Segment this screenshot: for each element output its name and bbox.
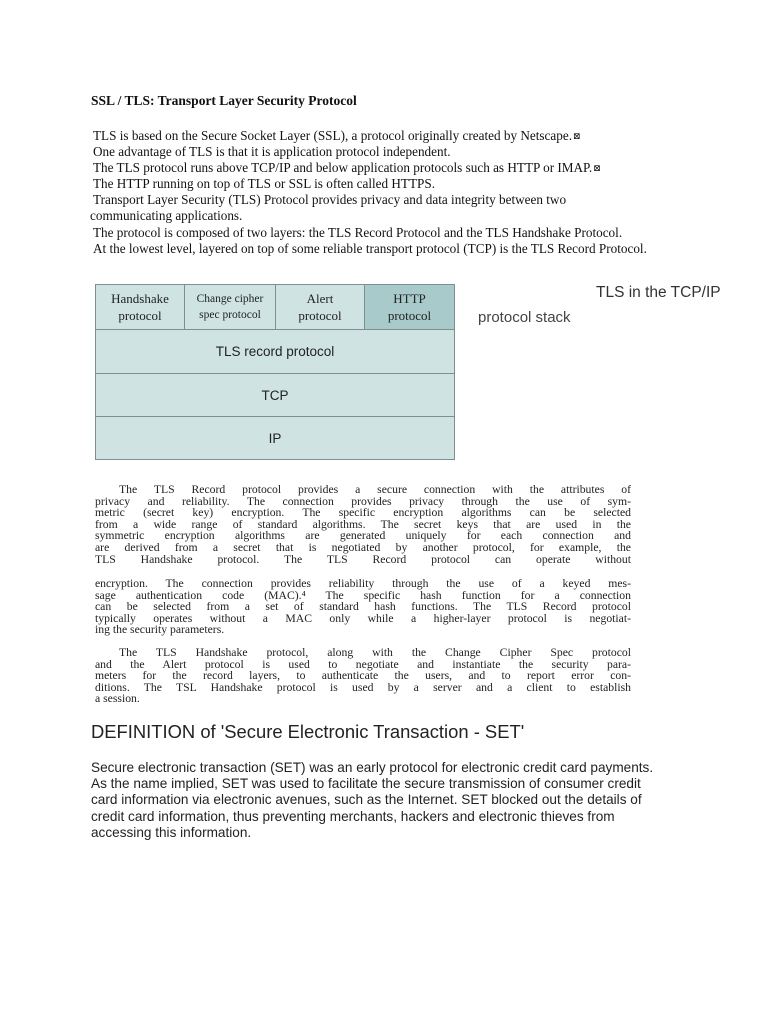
alert-protocol-cell: Alert protocol [276,285,365,329]
handshake-protocol-paragraph: The TLS Handshake protocol, along with the Change Cipher Spec protocol and the Alert protocol is used to negotiate and instantiate the security para- meters for the record layers, to authenticate the users, and to report error con- ditions. The TSL Handshake protocol is used by a server and a client to establish a session. [95,646,631,706]
application-layer-row [96,285,454,329]
ip-layer: IP [96,416,454,460]
intro-line: At the lowest level, layered on top of some reliable transport protocol (TCP) is the TLS Record Protocol. [93,240,647,256]
tls-record-layer: TLS record protocol [96,329,454,373]
tls-protocol-stack-diagram [95,284,455,460]
box-icon: ⊠ [593,163,601,174]
record-protocol-paragraph: The TLS Record protocol provides a secure connection with the attributes of privacy and reliability. The connection provides privacy through the use of sym- metric (secret key) encryption. The specific encryption algorithms can be selected from a wide range of standard algorithms. The secret keys that are used in the symmetric encryption algorithms are generated uniquely for each connection and are derived from a secret that is negotiated by another protocol, for example, the TLS Handshake protocol. The TLS Record protocol can operate without [95,483,631,566]
diagram-caption: protocol stack [478,309,571,326]
change-cipher-spec-cell: Change cipher spec protocol [185,285,276,329]
reliability-paragraph: encryption. The connection provides reliability through the use of a keyed mes- sage authentication code (MAC).⁴ The specific hash function for a connection can be selected from a set of standard hash functions. The TLS Record protocol typically operates without a MAC only while a higher-layer protocol is negotiat- ing the security parameters. [95,577,631,637]
intro-text [90,128,700,257]
tcp-layer: TCP [96,373,454,416]
set-definition-body: Secure electronic transaction (SET) was an early protocol for electronic credit card payments. As the name implied, SET was used to facilitate the secure transmission of consumer credit card information via electronic avenues, such as the Internet. SET blocked out the details of credit card information, thus preventing merchants, hackers and electronic thieves from accessing this information. [91,760,654,840]
intro-line: The TLS protocol runs above TCP/IP and below application protocols such as HTTP or IMAP.⊠ [93,160,601,176]
intro-line: TLS is based on the Secure Socket Layer (SSL), a protocol originally created by Netscape.⊠ [93,128,581,143]
handshake-protocol-cell: Handshake protocol [96,285,185,329]
intro-line: communicating applications. [90,208,243,224]
page-title: SSL / TLS: Transport Layer Security Protocol [91,93,357,108]
intro-line: One advantage of TLS is that it is application protocol independent. [93,144,451,160]
intro-line: Transport Layer Security (TLS) Protocol provides privacy and data integrity between two [93,192,567,208]
http-protocol-cell: HTTP protocol [365,285,454,329]
intro-line: The protocol is composed of two layers: the TLS Record Protocol and the TLS Handshake Protocol. [93,224,623,240]
diagram-caption: TLS in the TCP/IP [596,284,721,301]
set-definition-heading: DEFINITION of 'Secure Electronic Transaction - SET' [91,721,525,742]
intro-line: The HTTP running on top of TLS or SSL is often called HTTPS. [93,176,435,192]
box-icon: ⊠ [573,131,581,141]
